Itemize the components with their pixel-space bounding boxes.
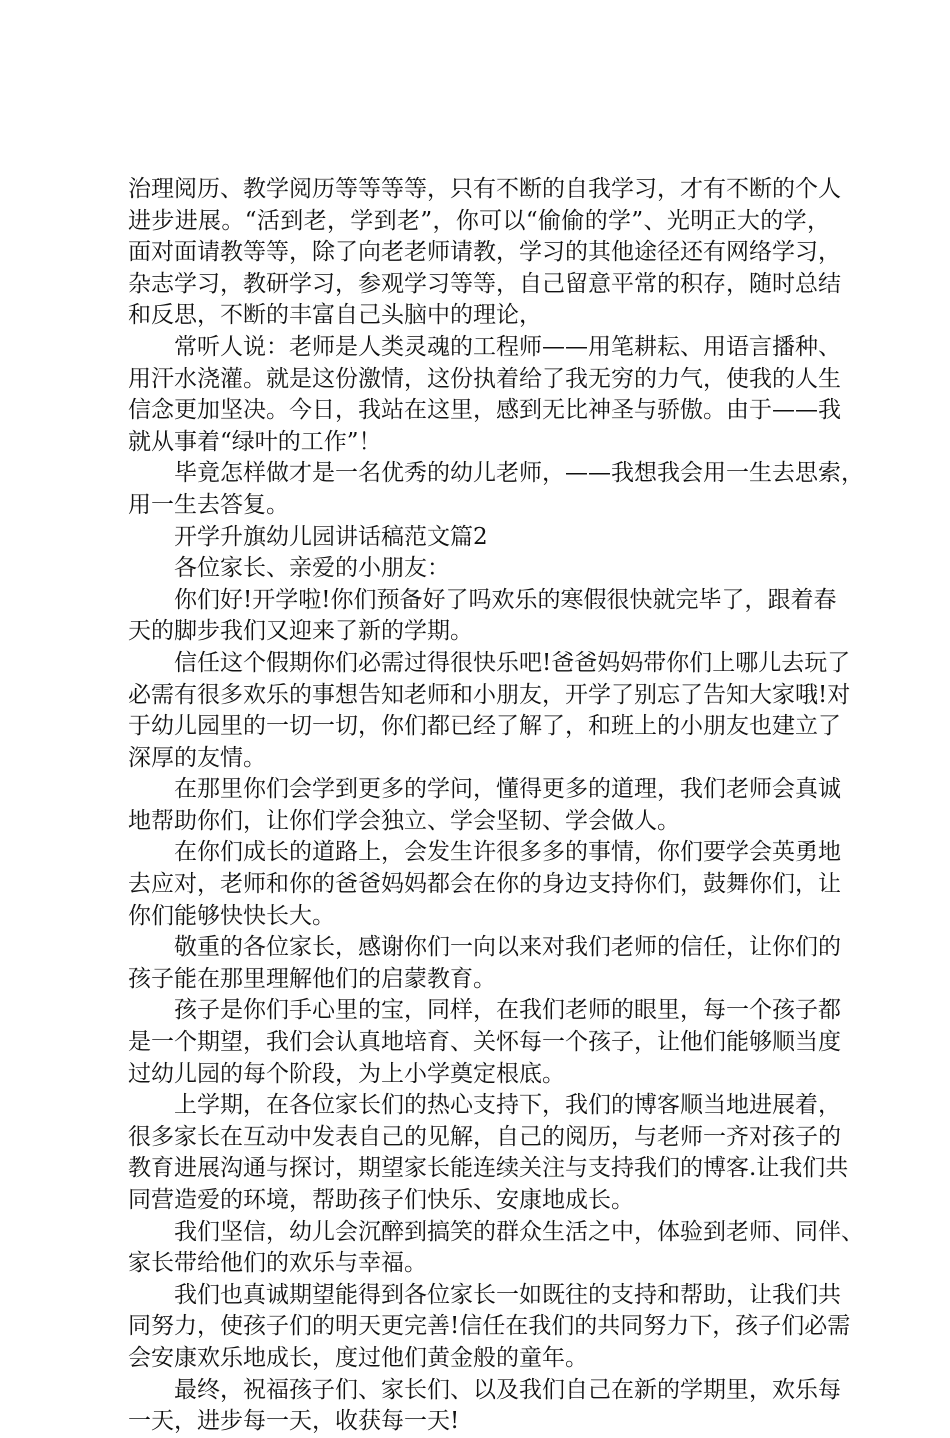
text-line: 在你们成长的道路上，会发生许很多多的事情，你们要学会英勇地 [174, 839, 841, 866]
text-line: 面对面请教等等，除了向老老师请教，学习的其他途径还有网络学习， [128, 239, 841, 266]
text-line: 和反思，不断的丰富自己头脑中的理论， [128, 302, 542, 329]
text-line: 敬重的各位家长，感谢你们一向以来对我们老师的信任，让你们的 [174, 934, 841, 961]
text-line: 会安康欢乐地成长，度过他们黄金般的童年。 [128, 1344, 588, 1371]
section-heading [128, 522, 830, 554]
text-line: 常听人说：老师是人类灵魂的工程师——用笔耕耘、用语言播种、 [174, 333, 841, 360]
paragraph [128, 174, 841, 332]
text-line: 你们好!开学啦!你们预备好了吗欢乐的寒假很快就完毕了，跟着春 [174, 586, 837, 613]
text-line: 孩子是你们手心里的宝，同样，在我们老师的眼里，每一个孩子都 [174, 997, 841, 1024]
paragraph [128, 1090, 849, 1216]
text-line: 信念更加坚决。今日，我站在这里，感到无比神圣与骄傲。由于——我 [128, 397, 841, 424]
text-line: 深厚的友情。 [128, 744, 266, 771]
paragraph [128, 837, 841, 932]
text-line: 教育进展沟通与探讨，期望家长能连续关注与支持我们的博客.让我们共 [128, 1155, 849, 1182]
text-line: 一天，进步每一天，收获每一天! [128, 1408, 460, 1435]
text-line: 毕竟怎样做才是一名优秀的幼儿老师，——我想我会用一生去思索， [174, 460, 864, 487]
text-line: 同营造爱的环境，帮助孩子们快乐、安康地成长。 [128, 1187, 634, 1213]
paragraph [128, 995, 841, 1090]
paragraph [128, 1280, 851, 1375]
text-line: 用汗水浇灌。就是这份激情，这份执着给了我无穷的力气，使我的人生 [128, 365, 841, 392]
text-line: 在那里你们会学到更多的学问，懂得更多的道理，我们老师会真诚 [174, 776, 841, 803]
text-line: 必需有很多欢乐的事想告知老师和小朋友，开学了别忘了告知大家哦!对 [128, 681, 851, 708]
greeting [128, 553, 830, 585]
text-line: 很多家长在互动中发表自己的见解，自己的阅历，与老师一齐对孩子的 [128, 1123, 841, 1150]
text-line: 于幼儿园里的一切一切，你们都已经了解了，和班上的小朋友也建立了 [128, 713, 841, 740]
text-line: 去应对，老师和你的爸爸妈妈都会在你的身边支持你们，鼓舞你们，让 [128, 871, 841, 898]
heading-text: 开学升旗幼儿园讲话稿范文篇2 [174, 523, 488, 550]
text-line: 天的脚步我们又迎来了新的学期。 [128, 618, 473, 645]
document-body [128, 174, 864, 1438]
paragraph [128, 774, 841, 837]
text-line: 我们坚信，幼儿会沉醉到搞笑的群众生活之中，体验到老师、同伴、 [174, 1218, 864, 1245]
text-line: 治理阅历、教学阅历等等等等，只有不断的自我学习，才有不断的个人 [128, 176, 841, 202]
text-line: 同努力，使孩子们的明天更完善!信任在我们的共同努力下，孩子们必需 [128, 1313, 851, 1340]
paragraph [128, 458, 864, 521]
paragraph [128, 648, 851, 774]
text-line: 我们也真诚期望能得到各位家长一如既往的支持和帮助，让我们共 [174, 1281, 841, 1308]
paragraph [128, 932, 841, 995]
text-line: 孩子能在那里理解他们的启蒙教育。 [128, 965, 496, 992]
text-line: 是一个期望，我们会认真地培育、关怀每一个孩子，让他们能够顺当度 [128, 1029, 841, 1056]
paragraph [128, 585, 837, 648]
text-line: 上学期，在各位家长们的热心支持下，我们的博客顺当地进展着， [174, 1092, 841, 1119]
text-line: 就从事着“绿叶的工作”！ [128, 428, 382, 455]
text-line: 最终，祝福孩子们、家长们、以及我们自己在新的学期里，欢乐每 [174, 1376, 841, 1403]
text-line: 地帮助你们，让你们学会独立、学会坚韧、学会做人。 [128, 807, 680, 834]
text-line: 过幼儿园的每个阶段，为上小学奠定根底。 [128, 1060, 565, 1087]
paragraph [128, 1375, 841, 1438]
text-line: 用一生去答复。 [128, 491, 289, 518]
text-line: 你们能够快快长大。 [128, 902, 335, 929]
text-line: 家长带给他们的欢乐与幸福。 [128, 1250, 427, 1277]
text-line: 杂志学习，教研学习，参观学习等等，自己留意平常的积存，随时总结 [128, 270, 841, 297]
text-line: 进步进展。“活到老，学到老”，你可以“偷偷的学”、光明正大的学， [128, 207, 830, 234]
greeting-text: 各位家长、亲爱的小朋友： [174, 555, 450, 582]
text-line: 信任这个假期你们必需过得很快乐吧!爸爸妈妈带你们上哪儿去玩了 [174, 649, 851, 676]
paragraph [128, 332, 841, 458]
paragraph [128, 1217, 864, 1280]
